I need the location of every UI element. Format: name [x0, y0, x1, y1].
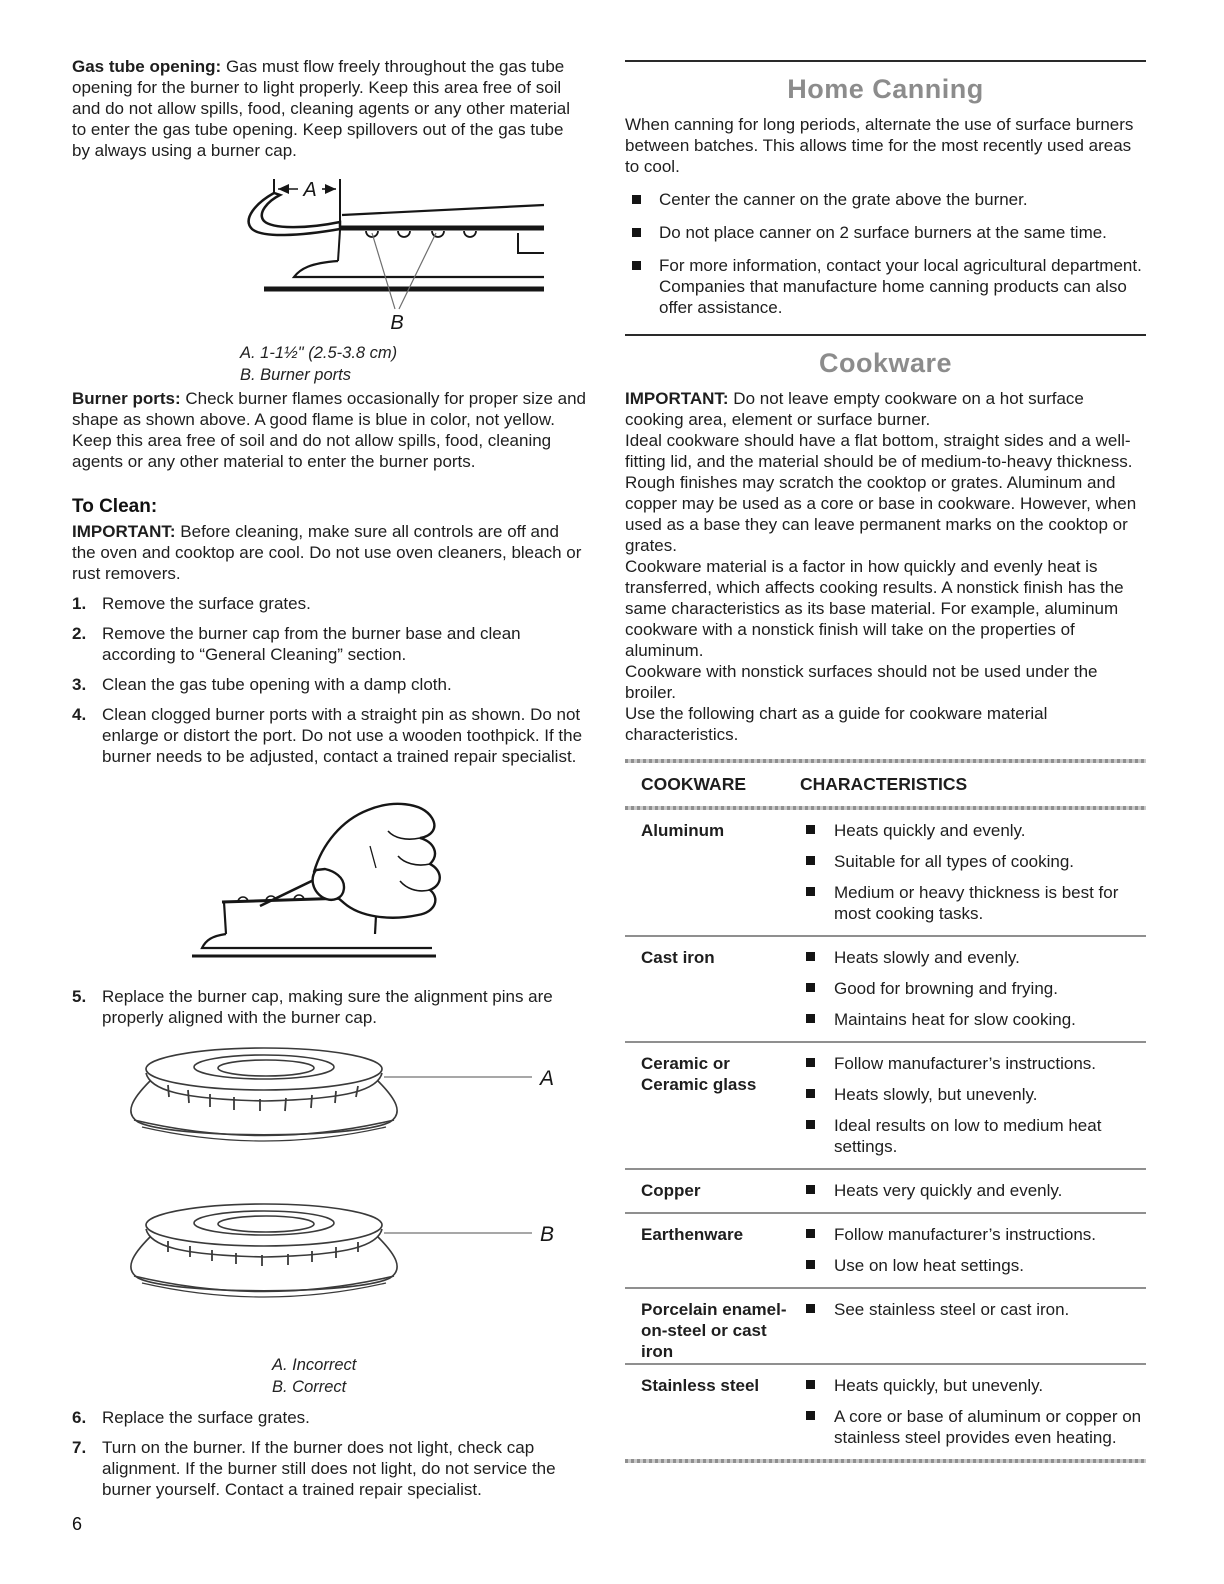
step-4-text: Clean clogged burner ports with a straight pin as shown. Do not enlarge or distort the port. Do not use a wooden toothpick. If the burner needs to be adjusted, contact a trained repair specialist. [102, 705, 583, 766]
cookware-important-lead: IMPORTANT: [625, 389, 729, 408]
copper-bullet-1: Heats very quickly and evenly. [834, 1181, 1063, 1200]
row-cast-iron-name: Cast iron [641, 948, 715, 967]
ceramic-bullet-1: Follow manufacturer’s instructions. [834, 1054, 1097, 1073]
step-2 [72, 623, 586, 665]
step-4-number: 4. [72, 705, 87, 724]
fig3-label-b: B [540, 1223, 555, 1246]
row-copper-name: Copper [641, 1181, 701, 1200]
burner-ports-paragraph [72, 388, 586, 472]
step-3 [72, 674, 586, 695]
burner-ports-lead: Burner ports: [72, 389, 181, 408]
burner-cap-figure [72, 1037, 586, 1398]
fig1-caption [240, 342, 586, 386]
cookware-paragraph-4: Cookware with nonstick surfaces should not be used under the broiler. [625, 662, 1098, 702]
square-bullet-icon [806, 887, 815, 896]
gas-tube-diagram [114, 167, 544, 335]
left-column [72, 56, 586, 1509]
square-bullet-icon [806, 1120, 815, 1129]
stainless-bullet-1: Heats quickly, but unevenly. [834, 1376, 1044, 1395]
gas-tube-figure [72, 167, 586, 386]
cookware-important-text: Do not leave empty cookware on a hot surface cooking area, element or surface burner. [625, 389, 1084, 429]
row-earthenware-name: Earthenware [641, 1225, 744, 1244]
row-porcelain-name: Porcelain enamel-on-steel or cast iron [641, 1300, 787, 1361]
step-6-number: 6. [72, 1408, 87, 1427]
table-row [625, 935, 1146, 1041]
to-clean-heading: To Clean: [72, 496, 158, 517]
right-column [625, 60, 1146, 1463]
step-6 [72, 1407, 586, 1428]
square-bullet-icon [632, 261, 641, 270]
square-bullet-icon [806, 1089, 815, 1098]
fig1-caption-line1: A. 1-1½" (2.5-3.8 cm) [240, 344, 398, 362]
step-1-number: 1. [72, 594, 87, 613]
table-row [625, 1168, 1146, 1212]
square-bullet-icon [806, 1058, 815, 1067]
gas-tube-paragraph [72, 56, 586, 161]
canning-bullet-3-text: For more information, contact your local agricultural department. Companies that manufacture home canning products can also offer assistance. [659, 256, 1142, 317]
cookware-table [625, 759, 1146, 1463]
burner-cap-diagram [84, 1037, 574, 1347]
square-bullet-icon [806, 1014, 815, 1023]
porcelain-bullet-1: See stainless steel or cast iron. [834, 1300, 1070, 1319]
fig3-caption [272, 1354, 586, 1398]
home-canning-top-rule [625, 60, 1146, 62]
step-5 [72, 986, 586, 1028]
cookware-top-rule [625, 334, 1146, 336]
square-bullet-icon [632, 228, 641, 237]
cookware-paragraph-2: Rough finishes may scratch the cooktop or grates. Aluminum and copper may be used as a core or base in cookware. However, when used as a base they can leave permanent marks on the cooktop or grates. [625, 473, 1137, 555]
pin-cleaning-figure [72, 776, 586, 977]
step-5-number: 5. [72, 987, 87, 1006]
step-7 [72, 1437, 586, 1500]
step-4 [72, 704, 586, 767]
home-canning-title: Home Canning [787, 74, 984, 104]
step-5-text: Replace the burner cap, making sure the alignment pins are properly aligned with the burner cap. [102, 987, 553, 1027]
aluminum-bullet-3: Medium or heavy thickness is best for most cooking tasks. [834, 883, 1119, 923]
canning-bullet-3 [625, 255, 1146, 318]
cleaning-steps-5 [72, 986, 586, 1028]
canning-bullet-1 [625, 189, 1146, 210]
aluminum-bullet-1: Heats quickly and evenly. [834, 821, 1026, 840]
cast-iron-bullet-1: Heats slowly and evenly. [834, 948, 1020, 967]
cookware-paragraph-5: Use the following chart as a guide for cookware material characteristics. [625, 704, 1048, 744]
gas-tube-lead: Gas tube opening: [72, 57, 222, 76]
row-ceramic-name: Ceramic or Ceramic glass [641, 1054, 757, 1094]
gas-tube-text: Gas must flow freely throughout the gas tube opening for the burner to light properly. Keep this area free of soil and do not allow spills, food, cleaning agents or any other material to enter the gas tube opening. Keep spillovers out of the gas tube by always using a burner cap. [72, 57, 571, 160]
square-bullet-icon [806, 1380, 815, 1389]
stainless-bullet-2: A core or base of aluminum or copper on stainless steel provides even heating. [834, 1407, 1142, 1447]
square-bullet-icon [806, 1260, 815, 1269]
page-number: 6 [72, 1514, 83, 1534]
step-2-number: 2. [72, 624, 87, 643]
cookware-title: Cookware [818, 348, 953, 378]
square-bullet-icon [806, 1229, 815, 1238]
table-header-row [625, 763, 1146, 806]
cast-iron-bullet-2: Good for browning and frying. [834, 979, 1058, 998]
table-header-cookware: COOKWARE [641, 774, 746, 794]
table-row [625, 1212, 1146, 1287]
cookware-important-paragraph [625, 388, 1146, 430]
cleaning-steps [72, 593, 586, 767]
canning-bullet-1-text: Center the canner on the grate above the burner. [659, 190, 1028, 209]
square-bullet-icon [806, 825, 815, 834]
table-header-characteristics: CHARACTERISTICS [800, 774, 968, 794]
step-2-text: Remove the burner cap from the burner base and clean according to “General Cleaning” section. [102, 624, 521, 664]
square-bullet-icon [806, 856, 815, 865]
canning-bullet-2-text: Do not place canner on 2 surface burners at the same time. [659, 223, 1107, 242]
square-bullet-icon [632, 195, 641, 204]
square-bullet-icon [806, 952, 815, 961]
cast-iron-bullet-3: Maintains heat for slow cooking. [834, 1010, 1076, 1029]
step-1-text: Remove the surface grates. [102, 594, 311, 613]
home-canning-bullets [625, 189, 1146, 318]
step-3-text: Clean the gas tube opening with a damp cloth. [102, 675, 452, 694]
step-7-text: Turn on the burner. If the burner does not light, check cap alignment. If the burner still does not light, do not service the burner yourself. Contact a trained repair specialist. [102, 1438, 556, 1499]
cookware-paragraph-1: Ideal cookware should have a flat bottom, straight sides and a well-fitting lid, and the material should be of medium-to-heavy thickness. [625, 431, 1133, 471]
burner-ports-text: Check burner flames occasionally for proper size and shape as shown above. A good flame is blue in color, not yellow. Keep this area free of soil and do not allow spills, food, cleaning agents or any other material to enter the burner ports. [72, 389, 586, 471]
fig1-label-a: A [303, 179, 317, 201]
fig3-caption-line2: B. Correct [272, 1378, 347, 1396]
step-7-number: 7. [72, 1438, 87, 1457]
fig3-label-a: A [540, 1067, 555, 1090]
cleaning-steps-6-7 [72, 1407, 586, 1500]
aluminum-bullet-2: Suitable for all types of cooking. [834, 852, 1075, 871]
square-bullet-icon [806, 1411, 815, 1420]
home-canning-intro: When canning for long periods, alternate the use of surface burners between batches. This allows time for the most recently used areas to cool. [625, 115, 1134, 176]
step-3-number: 3. [72, 675, 87, 694]
important-lead: IMPORTANT: [72, 522, 176, 541]
table-row [625, 1363, 1146, 1459]
fig1-caption-line2: B. Burner ports [240, 366, 351, 384]
cookware-paragraph-3: Cookware material is a factor in how quickly and evenly heat is transferred, which affects cooking results. A nonstick finish has the same characteristics as its base material. For example, aluminum cookware with a nonstick finish will take on the properties of aluminum. [625, 557, 1124, 660]
square-bullet-icon [806, 1304, 815, 1313]
ceramic-bullet-3: Ideal results on low to medium heat settings. [834, 1116, 1102, 1156]
square-bullet-icon [806, 983, 815, 992]
fig1-label-b: B [390, 312, 404, 334]
pin-cleaning-diagram [164, 776, 494, 972]
table-row [625, 1041, 1146, 1168]
square-bullet-icon [806, 1185, 815, 1194]
ceramic-bullet-2: Heats slowly, but unevenly. [834, 1085, 1038, 1104]
row-stainless-name: Stainless steel [641, 1376, 760, 1395]
important-paragraph [72, 521, 586, 584]
row-aluminum-name: Aluminum [641, 821, 725, 840]
earthenware-bullet-2: Use on low heat settings. [834, 1256, 1024, 1275]
important-text: Before cleaning, make sure all controls are off and the oven and cooktop are cool. Do not use oven cleaners, bleach or rust removers. [72, 522, 582, 583]
table-row [625, 1287, 1146, 1363]
step-1 [72, 593, 586, 614]
canning-bullet-2 [625, 222, 1146, 243]
table-bottom-rule [625, 1459, 1146, 1463]
earthenware-bullet-1: Follow manufacturer’s instructions. [834, 1225, 1097, 1244]
step-6-text: Replace the surface grates. [102, 1408, 310, 1427]
table-row [625, 810, 1146, 935]
fig3-caption-line1: A. Incorrect [272, 1356, 357, 1374]
